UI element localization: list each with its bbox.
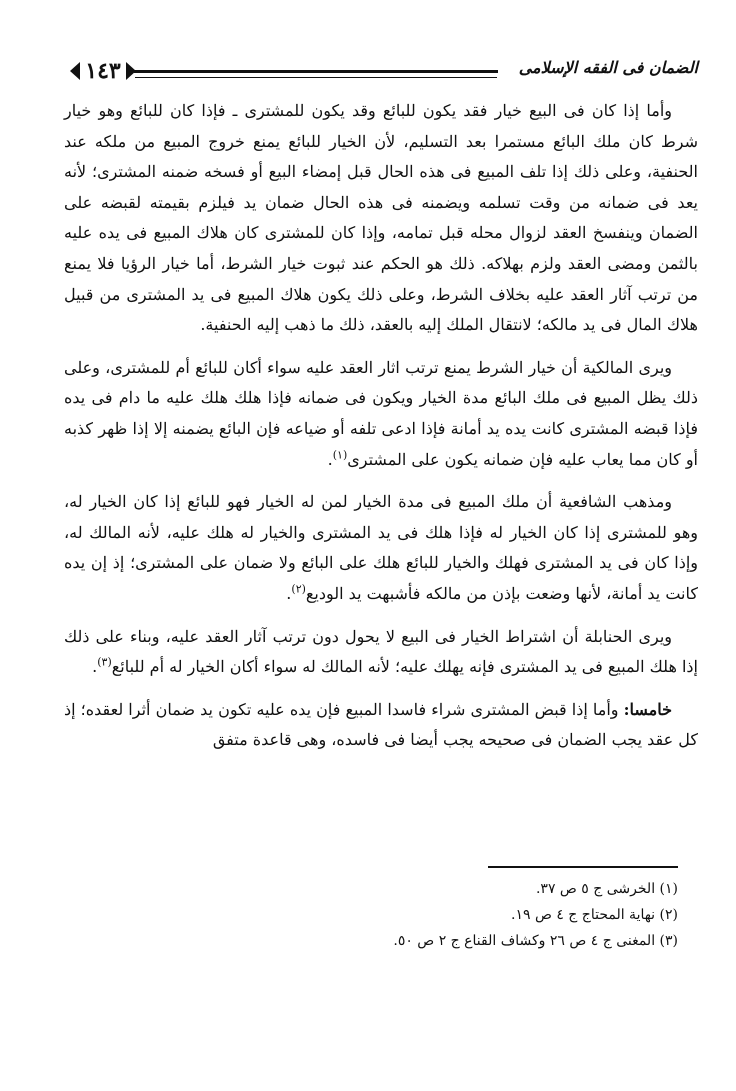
bracket-right-icon: [126, 62, 136, 80]
footnote-ref: (٣): [97, 655, 112, 669]
footnote-ref: (١): [332, 448, 348, 462]
paragraph-text: وأما إذا قبض المشترى شراء فاسدا المبيع فإن يده عليه تكون يد ضمان أثرا لعقده؛ إذ كل عقد يجب الضمان فى صحيحه يجب أيضا فى فاسده، وهى قاعدة متفق: [64, 699, 698, 750]
paragraph-lead: خامسا:: [623, 699, 672, 719]
paragraph-text: ويرى المالكية أن خيار الشرط يمنع ترتب اثار العقد عليه سواء أكان للبائع أم للمشترى، وعلى ذلك يظل المبيع فى ملك البائع مدة الخيار ويكون فى ضمانه فإذا هلك هلك عليه ما دام فى يده فإذا قبضه المشترى كانت يده يد أمانة فإذا ادعى تلفه أو ضياعه فإن البائع يضمنه إلا إذا ظهر كذبه أو كان مما يعاب عليه فإن ضمانه يكون على المشترى: [64, 357, 698, 469]
paragraph: ومذهب الشافعية أن ملك المبيع فى مدة الخيار لمن له الخيار فهو للبائع إذا كان الخيار له، وهو للمشترى إذا كان الخيار له فإذا هلك فى يد المشترى والخيار له هلك عليه، لأنه المالك له، وإذا كان فى يد المشترى فهلك والخيار للبائع هلك على البائع ولا ضمان على المشترى؛ إذ إن يده كانت يد أمانة، لأنها وضعت بإذن من مالكه فأشبهت يد الوديع$^{(٢)}$.: [64, 492, 698, 603]
paragraph: [64, 695, 698, 756]
paragraph: [64, 96, 698, 341]
page-header: [70, 56, 698, 92]
paragraph: ويرى الحنابلة أن اشتراط الخيار فى البيع لا يحول دون ترتب آثار العقد عليه، وبناء على ذلك إذا هلك المبيع فى يد المشترى فإنه يهلك عليه؛ لأنه المالك له سواء أكان الخيار له أم للبائع$^{(٣)}$.: [64, 626, 698, 677]
footnote-rule: [488, 866, 678, 868]
paragraph-text: وأما إذا كان فى البيع خيار فقد يكون للبائع وقد يكون للمشترى ـ فإذا كان للبائع وهو خيار شرط كان ملك البائع مستمرا بعد التسليم، لأن الخيار للبائع يمنع خروج المبيع من ملكه عند الحنفية، وعلى ذلك إذا تلف المبيع فى هذه الحال قبل إمضاء البيع أو فسخه ضمنه المشترى؛ لأنه يعد فى ضمانه من وقت تسلمه ويضمنه فى هذه الحال ضمان يد فيلزم بقيمته لقبضه على الضمان وينفسخ العقد لزوال محله قبل تمامه، وإذا كان للمشترى كان هلاك المبيع فى يده عليه بالثمن ومضى العقد ولزم بهلاكه. ذلك هو الحكم عند ثبوت خيار الشرط، أما خيار الرؤيا فلا يمنع من ترتب آثار العقد عليه بخلاف الشرط، وعلى ذلك يكون هلاك المبيع فى يد المشترى من قبيل هلاك المال فى يد مالكه؛ لانتقال الملك إليه بالعقد، ذلك ما ذهب إليه الحنفية.: [64, 101, 698, 335]
footnote: (٣) المغنى ج ٤ ص ٢٦ وكشاف القناع ج ٢ ص ٥٠.: [393, 933, 678, 949]
footnote-ref: (٢): [291, 582, 306, 596]
running-title: الضمان فى الفقه الإسلامى: [518, 58, 698, 77]
footnote: (٢) نهاية المحتاج ج ٤ ص ١٩.: [511, 907, 678, 923]
bracket-left-icon: [70, 62, 80, 80]
footnotes: [64, 876, 678, 954]
paragraph-text: ويرى الحنابلة أن اشتراط الخيار فى البيع لا يحول دون ترتب آثار العقد عليه، وبناء على ذلك إذا هلك المبيع فى يد المشترى فإنه يهلك عليه؛ لأنه المالك له سواء أكان الخيار له أم للبائع: [64, 626, 698, 677]
header-rule: [134, 70, 498, 73]
page-number: ١٤٣: [85, 58, 121, 84]
footnote: (١) الخرشى ج ٥ ص ٣٧.: [535, 881, 678, 897]
body-text: [64, 96, 698, 768]
paragraph-text: ومذهب الشافعية أن ملك المبيع فى مدة الخيار لمن له الخيار فهو للبائع إذا كان الخيار له، وهو للمشترى إذا كان الخيار له فإذا هلك فى يد المشترى والخيار له هلك عليه، لأنه المالك له، وإذا كان فى يد المشترى فهلك والخيار للبائع هلك على البائع ولا ضمان على المشترى؛ إذ إن يده كانت يد أمانة، لأنها وضعت بإذن من مالكه فأشبهت يد الوديع: [64, 492, 698, 603]
paragraph: ويرى المالكية أن خيار الشرط يمنع ترتب اثار العقد عليه سواء أكان للبائع أم للمشترى، وعلى ذلك يظل المبيع فى ملك البائع مدة الخيار ويكون فى ضمانه فإذا هلك هلك عليه ما دام فى يده فإذا قبضه المشترى كانت يده يد أمانة فإذا ادعى تلفه أو ضياعه فإن البائع يضمنه إلا إذا ظهر كذبه أو كان مما يعاب عليه فإن ضمانه يكون على المشترى$^{(١)}$.: [64, 357, 698, 469]
page-number-box: [70, 56, 136, 86]
